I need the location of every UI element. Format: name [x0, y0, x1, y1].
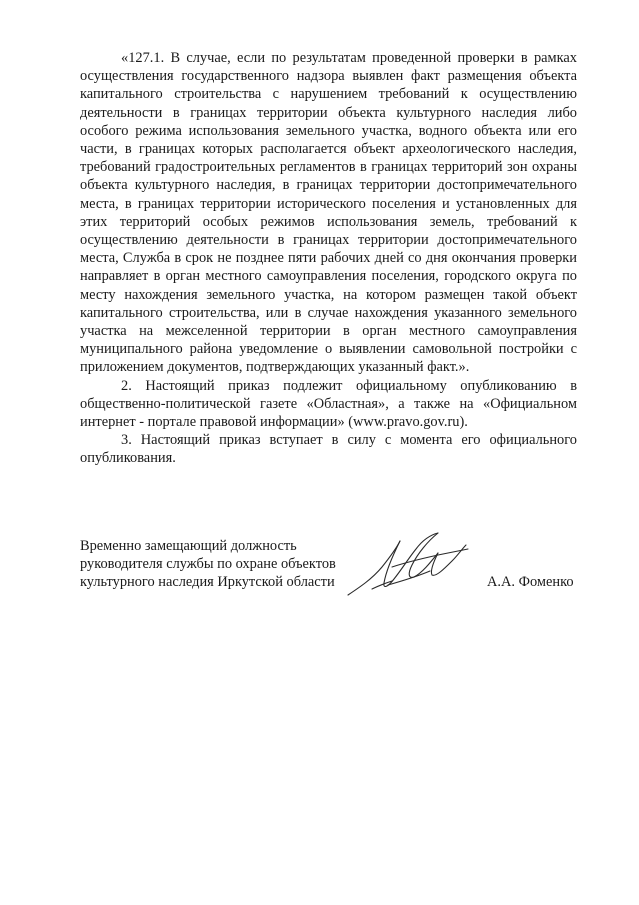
signatory-position-line: Временно замещающий должность [80, 538, 297, 554]
handwritten-signature-icon [342, 527, 472, 602]
signatory-name: А.А. Фоменко [487, 574, 574, 590]
signatory-position-line: культурного наследия Иркутской области [80, 574, 335, 591]
document-body [80, 49, 577, 468]
paragraph-127-1: «127.1. В случае, если по результатам проведенной проверки в рамках осуществления государственного надзора выявлен факт размещения объекта капитального строительства с нарушением требований к осуществлению деятельности в границах территории объекта культурного наследия либо особого режима использования земельного участка, водного объекта или его части, в границах которых располагается объект археологического наследия, требований градостроительных регламентов в границах территорий зон охраны объекта культурного наследия, в границах территории достопримечательного места, в границах территории исторического поселения и установленных для этих территорий особых режимов использования земель, требований к осуществлению деятельности в границах территории достопримечательного места, Служба в срок не позднее пяти рабочих дней со дня окончания проверки направляет в орган местного самоуправления поселения, городского округа по месту нахождения земельного участка, на котором размещен такой объект капитального строительства, или в случае нахождения указанного земельного участка на межселенной территории в орган местного самоуправления муниципального района уведомление о выявлении самовольной постройки с приложением документов, подтверждающих указанный факт.». [80, 50, 577, 376]
signatory-position-line: руководителя службы по охране объектов [80, 556, 336, 573]
paragraph-2-publication: 2. Настоящий приказ подлежит официальному опубликованию в общественно-политической газете «Областная», а также на «Официальном интернет - портале правовой информации» (www.pravo.gov.ru). [80, 377, 577, 431]
signatory-position [80, 537, 380, 592]
paragraph-3-effective-date: 3. Настоящий приказ вступает в силу с момента его официального опубликования. [80, 432, 577, 467]
